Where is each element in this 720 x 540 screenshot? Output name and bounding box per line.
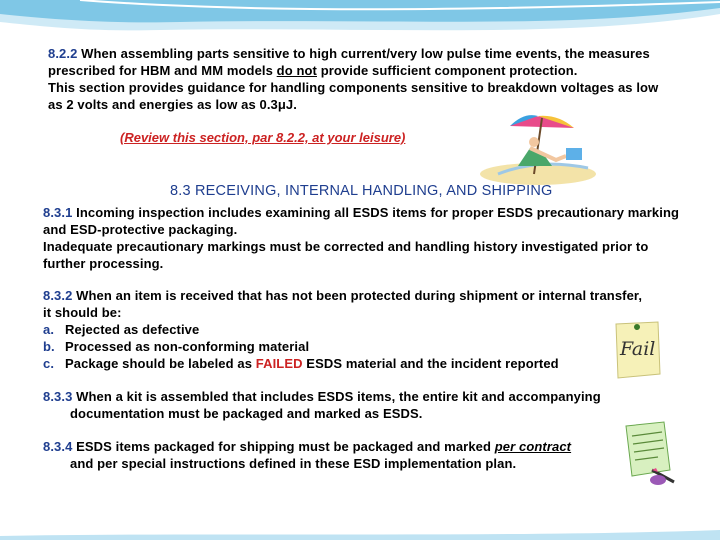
contract-illustration bbox=[618, 420, 680, 488]
fail-sticky-note bbox=[612, 320, 662, 380]
section-8-3-3-line-2: documentation must be packaged and marked as ESDS. bbox=[70, 406, 423, 421]
list-item-a: a. Rejected as defective bbox=[43, 322, 200, 337]
section-8-3-3-line-1: When a kit is assembled that includes ESDS items, the entire kit and accompanying bbox=[72, 389, 601, 404]
section-8-3-3-number: 8.3.3 bbox=[43, 389, 73, 404]
section-8-3-1-paragraph-2: Inadequate precautionary markings must be corrected and handling history investigated prior to further processing. bbox=[43, 239, 649, 271]
section-8-3-1-number: 8.3.1 bbox=[43, 205, 73, 220]
failed-label: FAILED bbox=[255, 356, 303, 371]
fail-note-text: Fail bbox=[620, 338, 656, 360]
section-8-3-4-line-1: ESDS items packaged for shipping must be packaged and marked bbox=[72, 439, 495, 454]
section-8-3-2-text: When an item is received that has not been protected during shipment or internal transfer, it should be: bbox=[43, 288, 643, 320]
section-8-3-2-number: 8.3.2 bbox=[43, 288, 73, 303]
intro-emphasis: do not bbox=[276, 63, 317, 78]
intro-paragraph-2: This section provides guidance for handling components sensitive to breakdown voltages as low as 2 volts and energies as low as 0.3μJ. bbox=[48, 80, 659, 112]
section-8-3-3 bbox=[43, 388, 683, 422]
section-heading: 8.3 RECEIVING, INTERNAL HANDLING, AND SHIPPING bbox=[170, 183, 553, 199]
section-8-3-4-number: 8.3.4 bbox=[43, 439, 73, 454]
list-item-c: c. Package should be labeled as FAILED ESDS material and the incident reported bbox=[43, 356, 559, 371]
review-note: (Review this section, par 8.2.2, at your leisure) bbox=[120, 130, 406, 145]
intro-number: 8.2.2 bbox=[48, 46, 78, 61]
section-8-3-4 bbox=[43, 438, 623, 472]
section-8-3-1 bbox=[43, 204, 683, 272]
section-8-3-4-line-2: and per special instructions defined in these ESD implementation plan. bbox=[70, 456, 517, 471]
per-contract-emphasis: per contract bbox=[494, 439, 572, 454]
footer-wave bbox=[0, 528, 720, 540]
intro-text-b: provide sufficient component protection. bbox=[316, 63, 578, 78]
header-wave bbox=[0, 0, 720, 48]
section-8-3-2 bbox=[43, 287, 643, 372]
list-item-b: b. Processed as non-conforming material bbox=[43, 339, 310, 354]
section-8-3-1-text: Incoming inspection includes examining all ESDS items for proper ESDS precautionary marking and ESD-protective packaging. bbox=[43, 205, 680, 237]
beach-chair-illustration bbox=[478, 108, 598, 186]
intro-paragraph bbox=[48, 45, 668, 113]
intro-text-a: When assembling parts sensitive to high current/very low pulse time events, the measures prescribed for HBM and MM models bbox=[48, 46, 650, 78]
